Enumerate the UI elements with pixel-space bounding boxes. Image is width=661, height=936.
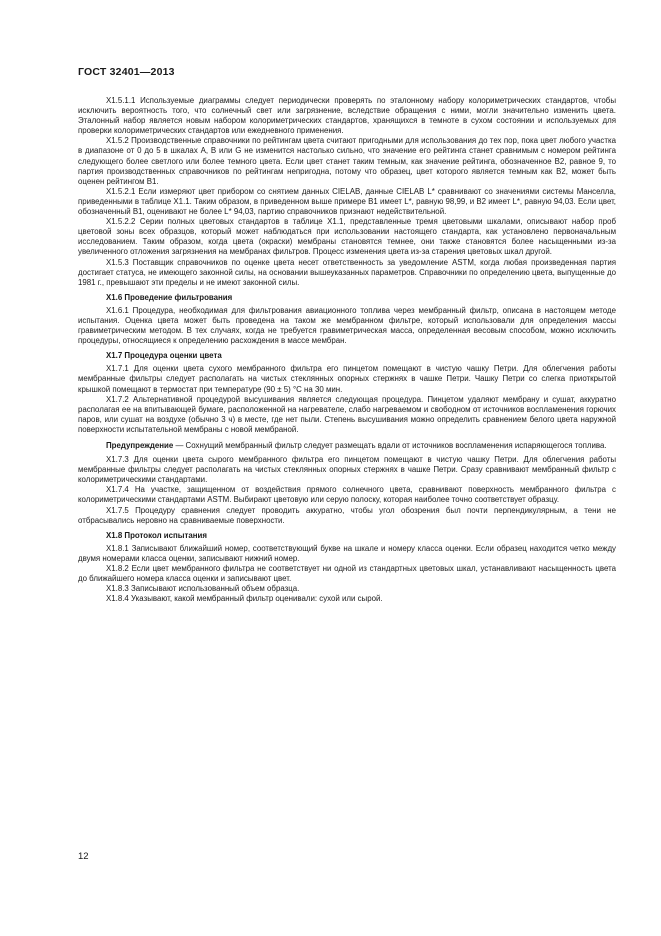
- paragraph-x1-7-2: X1.7.2 Альтернативной процедурой высушивания является следующая процедура. Пинцетом удаляют мембрану и сушат, аккуратно располагая ее на впитывающей бумаге, расположенной на нагревателе, слабо нагреваемом и свободном от источников воспламенения горючих паров, или сушат на воздухе (обычно 3 ч) в месте, где нет пыли. Степень высушивания можно определить сравнением белого цвета наружной поверхности испытательной мембраны с новой мембраной.: [78, 394, 616, 434]
- paragraph-x1-7-4: X1.7.4 На участке, защищенном от воздействия прямого солнечного цвета, сравнивают поверхность мембранного фильтра с колориметрическими стандартами ASTM. Выбирают цветовую или серую полоску, которая наиболее точно соответствует образцу.: [78, 485, 616, 505]
- paragraph-x1-8-4: X1.8.4 Указывают, какой мембранный фильтр оценивали: сухой или сырой.: [106, 594, 383, 604]
- warning-note: [78, 441, 616, 451]
- paragraph-x1-7-5: X1.7.5 Процедуру сравнения следует проводить аккуратно, чтобы угол обозрения был почти перпендикулярным, а тени не отбрасывались неровно на сравниваемые поверхности.: [78, 505, 616, 525]
- paragraph-x1-8-1: X1.8.1 Записывают ближайший номер, соответствующий букве на шкале и номеру класса оценки. Если образец находится четко между двумя номерами класса оценки, записывают нижний номер.: [78, 543, 616, 563]
- warning-label: Предупреждение: [106, 441, 174, 450]
- section-heading-x1-8: X1.8 Протокол испытания: [106, 530, 208, 540]
- paragraph-x1-5-2-2: X1.5.2.2 Серии полных цветовых стандартов в таблице X1.1, представленные тремя цветовыми шкалами, описывают набор проб цветовой зоны всех образцов, который может наблюдаться при использовании настоящего стандарта, как установлено первоначальным исследованием. Таким образом, когда цвета (окраски) мембраны становятся темнее, они также становятся более насыщенными из-за увеличенного отложения загрязнения на мембранах фильтров. Процесс изменения цвета из-за старения цветовых шкал другой.: [78, 217, 616, 257]
- document-body: [78, 96, 616, 604]
- page-number: 12: [78, 851, 89, 862]
- section-heading-x1-7: X1.7 Процедура оценки цвета: [106, 351, 222, 361]
- paragraph-x1-8-2: X1.8.2 Если цвет мембранного фильтра не соответствует ни одной из стандартных цветовых шкал, устанавливают насыщенность цвета до ближайшего номера класса оценки и записывают цвет.: [78, 564, 616, 584]
- paragraph-x1-7-3: X1.7.3 Для оценки цвета сырого мембранного фильтра его пинцетом помещают в чистую чашку Петри. Для облегчения работы мембранные фильтры следует располагать на чистых стеклянных опорных стержнях в чашке Петри. Сразу сравнивают мембранный фильтр с колориметрическими стандартами.: [78, 455, 616, 485]
- paragraph-x1-5-2: X1.5.2 Производственные справочники по рейтингам цвета считают пригодными для использования до тех пор, пока цвет любого участка в диапазоне от 0 до 5 в шкалах А, В или G не изменится настолько сильно, что значение его рейтинга станет сравнимым с номером рейтинга следующего более светлого или более темного цвета. Если цвет станет таким темным, как значение рейтинга, обозначенное В2, равное 9, то партия производственных справочников по рейтингам непригодна, потому что образец, цвет которого является темным как В2, может быть оценен рейтингом В1.: [78, 136, 616, 186]
- paragraph-x1-5-3: X1.5.3 Поставщик справочников по оценке цвета несет ответственность за уведомление ASTM, когда любая произведенная партия достигает статуса, не имеющего законной силы, на основании вышеуказанных параметров. Справочники по определению цвета, выпущенные до 1981 г., превышают эти пределы и не имеют законной силы.: [78, 257, 616, 287]
- warning-text: — Сохнущий мембранный фильтр следует размещать вдали от источников воспламенения испаряющегося топлива.: [173, 441, 607, 450]
- document-header: ГОСТ 32401—2013: [78, 66, 175, 78]
- paragraph-x1-8-3: X1.8.3 Записывают использованный объем образца.: [106, 584, 300, 594]
- paragraph-x1-5-1-1: X1.5.1.1 Используемые диаграммы следует периодически проверять по эталонному набору колориметрических стандартов, чтобы исключить вероятность того, что солнечный свет или загрязнение, вследствие обращения с ними, могли значительно изменить цвета. Эталонный набор является новым набором колориметрических стандартов, хранящихся в темноте в сухом состоянии и используемых для проверки колориметрических стандартов или ежедневного применения.: [78, 96, 616, 136]
- paragraph-x1-5-2-1: X1.5.2.1 Если измеряют цвет прибором со снятием данных CIELAB, данные CIELAB L* сравнивают со значениями системы Манселла, приведенными в таблице X1.1. Таким образом, в приведенном выше примере В1 имеет L*, равную 98,99, и В2 имеет L*, равную 94,03. Если цвет, обозначенный В1, оценивают не более L* 94,03, партию справочников признают недействительной.: [78, 186, 616, 217]
- paragraph-x1-6-1: X1.6.1 Процедура, необходимая для фильтрования авиационного топлива через мембранный фильтр, описана в настоящем методе испытания. Оценка цвета может быть проведена на таком же мембранном фильтре, который использовали для определения массы гравиметрическим методом. В тех случаях, когда не требуется гравиметрическая масса, определенная весовым способом, можно исключить процедуры, относящиеся к определению расхождения в массе мембран.: [78, 305, 616, 346]
- section-heading-x1-6: X1.6 Проведение фильтрования: [106, 292, 233, 302]
- paragraph-x1-7-1: X1.7.1 Для оценки цвета сухого мембранного фильтра его пинцетом помещают в чистую чашку Петри. Для облегчения работы мембранные фильтры следует располагать на чистых стеклянных опорных стержнях в чашке Петри. Чашку Петри со слегка приоткрытой крышкой помещают в термостат при температуре (90 ± 5) °С на 30 мин.: [78, 364, 616, 394]
